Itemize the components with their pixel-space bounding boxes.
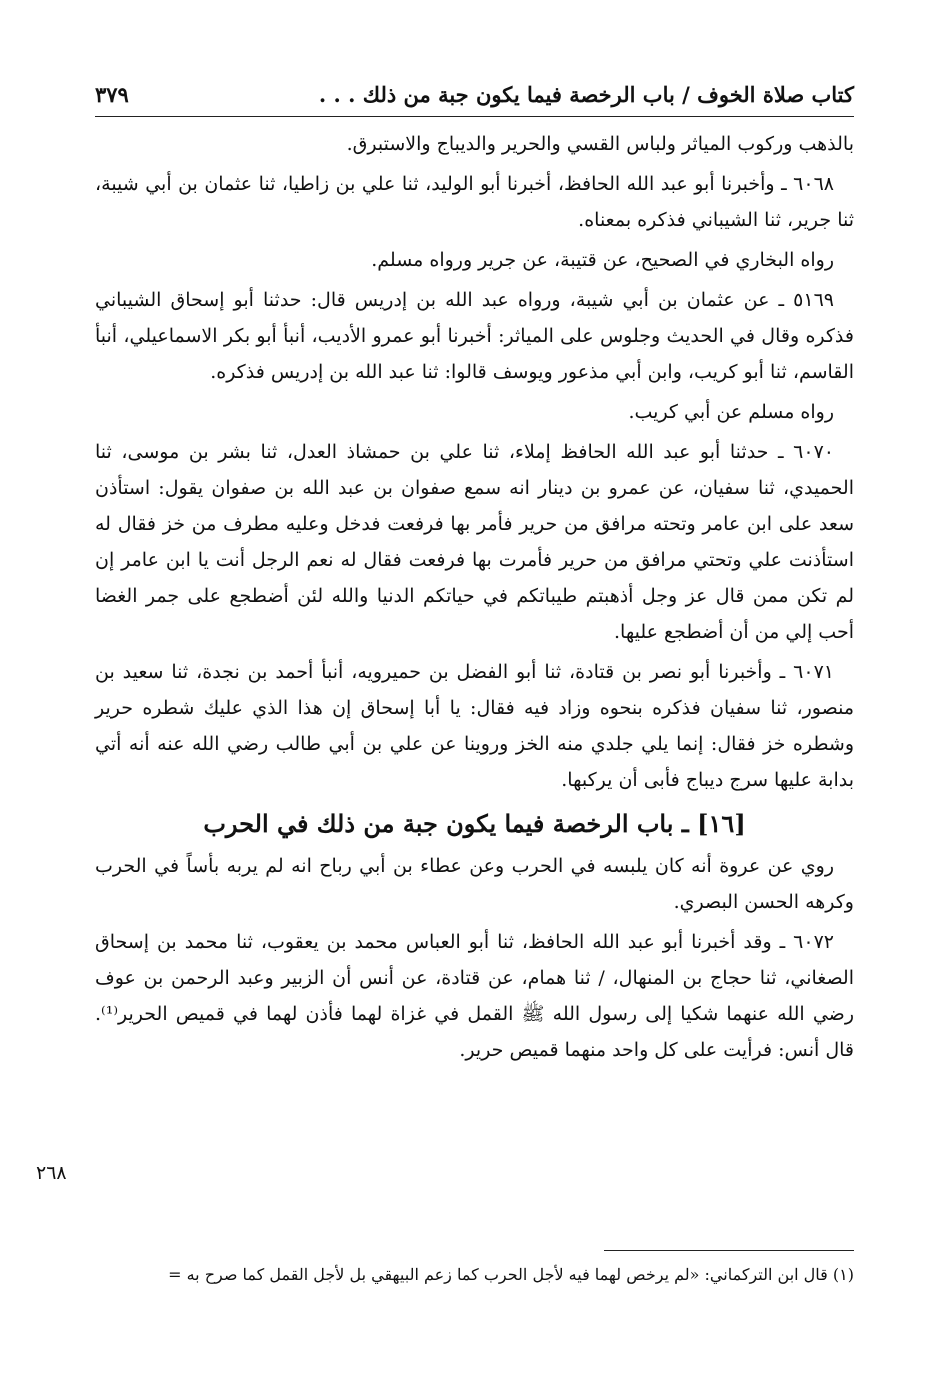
footnote: (١) قال ابن التركماني: «لم يرخص لهما فيه لأجل الحرب كما زعم البيهقي بل لأجل القمل كما صرح به = <box>168 1265 854 1284</box>
paragraph: رواه مسلم عن أبي كريب. <box>628 401 834 423</box>
paragraph: بالذهب وركوب المياثر ولباس القسي والحرير والديباج والاستبرق. <box>346 133 854 155</box>
paragraph: روي عن عروة أنه كان يلبسه في الحرب وعن عطاء بن أبي رباح انه لم يربه بأساً في الحرب وكرهه الحسن البصري. <box>95 855 854 913</box>
page-body <box>95 126 854 1072</box>
paragraph: رواه البخاري في الصحيح، عن قتيبة، عن جرير ورواه مسلم. <box>371 249 834 271</box>
hadith-paragraph: ٦٠٦٨ ـ وأخبرنا أبو عبد الله الحافظ، أخبرنا أبو الوليد، ثنا علي بن زاطيا، ثنا عثمان بن أبي شيبة، ثنا جرير، ثنا الشيباني فذكره بمعناه. <box>95 173 854 231</box>
chapter-heading: [١٦] ـ باب الرخصة فيما يكون جبة من ذلك في الحرب <box>203 809 746 838</box>
hadith-paragraph: ٦٠٧٠ ـ حدثنا أبو عبد الله الحافظ إملاء، ثنا علي بن حمشاذ العدل، ثنا بشر بن موسى، ثنا الحميدي، ثنا سفيان، عن عمرو بن دينار انه سمع صفوان بن عبد الله بن صفوان يقول: استأذن سعد على ابن عامر وتحته مرافق من حرير فأمر بها فرفعت فدخل وعليه مطرف من خز فقال له استأذنت علي وتحتي مرافق من حرير فأمرت بها فرفعت فقال له نعم الرجل أنت يا ابن عامر إن لم تكن ممن قال عز وجل أذهبتم طيباتكم في حياتكم الدنيا والله لئن أضطجع على جمر الغضا أحب إلي من أن أضطجع عليها. <box>95 441 854 643</box>
margin-page-reference: ٢٦٨ <box>36 1162 67 1184</box>
page-number: ٣٧٩ <box>95 81 129 107</box>
footnote-divider <box>604 1250 854 1251</box>
page-header <box>95 72 854 117</box>
hadith-paragraph: ٦٠٧١ ـ وأخبرنا أبو نصر بن قتادة، ثنا أبو الفضل بن حميرويه، أنبأ أحمد بن نجدة، ثنا سعيد بن منصور، ثنا سفيان فذكره بنحوه وزاد فيه فقال: يا أبا إسحاق إن هذا الذي عليك شطره حرير وشطره خز فقال: إنما يلي جلدي منه الخز وروينا عن علي بن أبي طالب رضي الله عنه أنه أتي بدابة عليها سرج ديباج فأبى أن يركبها. <box>95 661 854 791</box>
hadith-paragraph: ٥١٦٩ ـ عن عثمان بن أبي شيبة، ورواه عبد الله بن إدريس قال: حدثنا أبو إسحاق الشيباني فذكره وقال في الحديث وجلوس على المياثر: أخبرنا أبو عمرو الأديب، أنبأ أبو بكر الاسماعيلي، أنبأ القاسم، ثنا أبو كريب، وابن أبي مذعور ويوسف قالوا: ثنا عبد الله بن إدريس فذكره. <box>95 289 854 383</box>
hadith-paragraph: ٦٠٧٢ ـ وقد أخبرنا أبو عبد الله الحافظ، ثنا أبو العباس محمد بن يعقوب، ثنا محمد بن إسحاق الصغاني، ثنا حجاج بن المنهال، / ثنا همام، عن قتادة، عن أنس أن الزبير وعبد الرحمن بن عوف رضي الله عنهما شكيا إلى رسول الله ﷺ القمل في غزاة لهما فأذن لهما في قميص الحرير⁽¹⁾. قال أنس: فرأيت على كل واحد منهما قميص حرير. <box>95 931 854 1061</box>
running-title: كتاب صلاة الخوف / باب الرخصة فيما يكون جبة من ذلك . . . <box>318 81 854 107</box>
